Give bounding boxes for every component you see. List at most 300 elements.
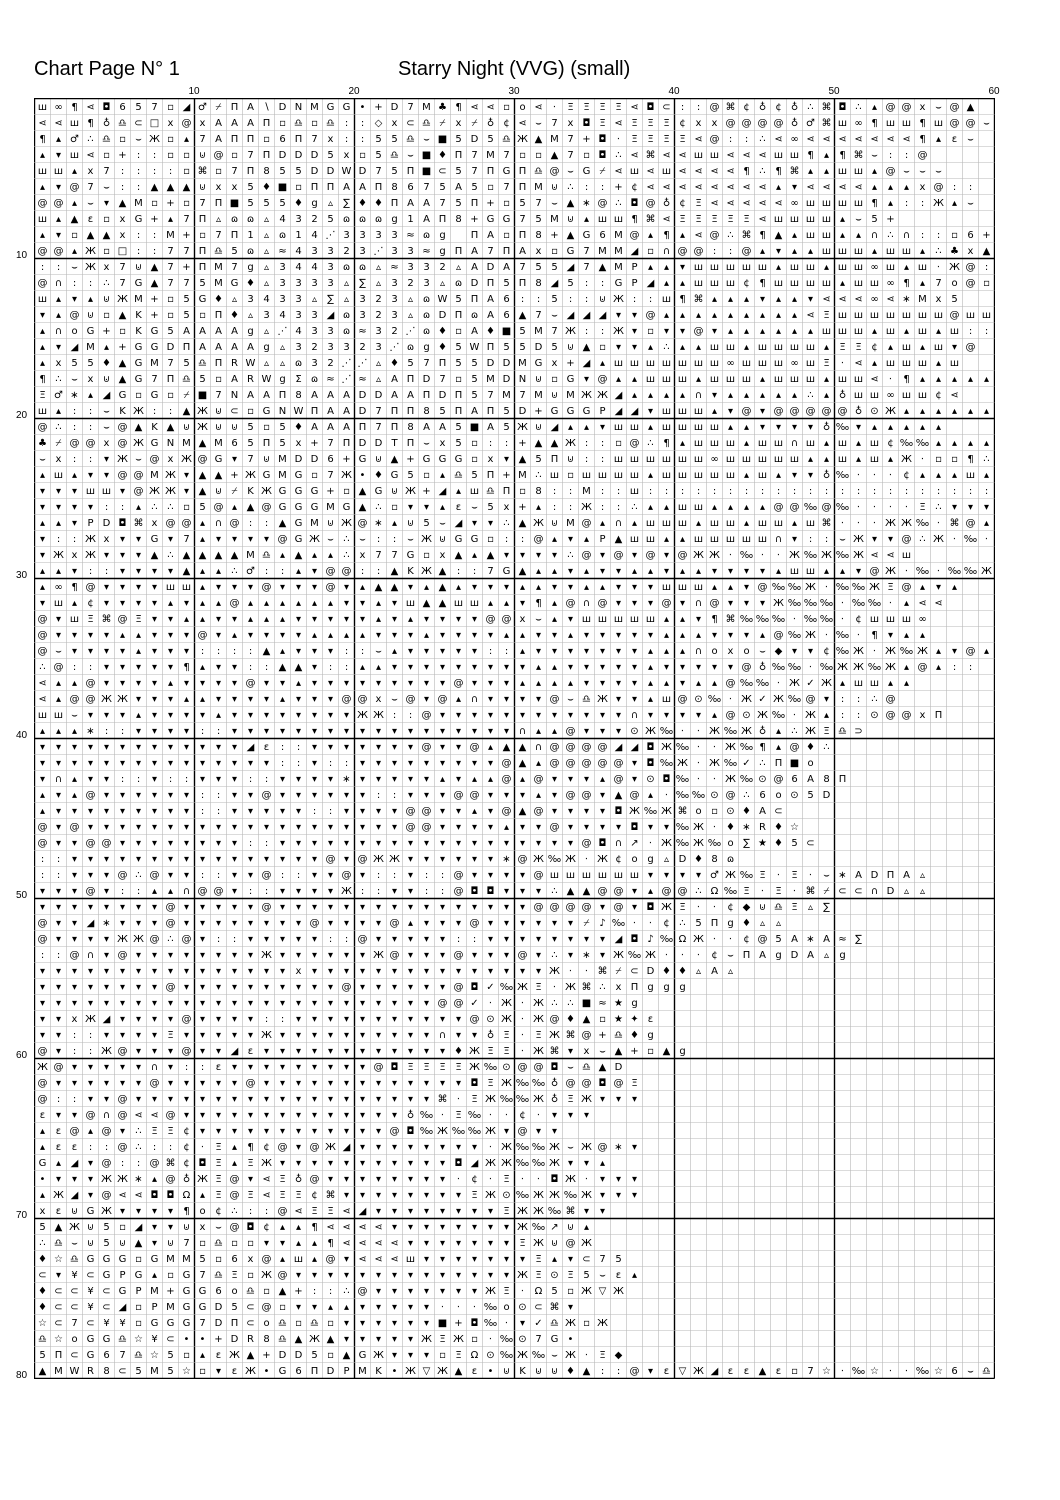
pattern-symbol: @ (549, 822, 560, 833)
pattern-symbol: ▾ (407, 1302, 414, 1313)
pattern-symbol: Ж (853, 550, 864, 561)
pattern-symbol: 3 (391, 310, 398, 321)
pattern-symbol: ⊂ (102, 1286, 111, 1297)
pattern-symbol: Ж (901, 454, 912, 465)
pattern-symbol: Π (454, 150, 463, 161)
pattern-symbol: ∑ (743, 838, 750, 849)
pattern-symbol: ш (581, 870, 592, 881)
pattern-symbol: Ж (597, 390, 608, 401)
pattern-symbol: G (358, 454, 367, 465)
pattern-symbol: ш (869, 454, 880, 465)
pattern-symbol: A (247, 390, 254, 401)
pattern-symbol: ∴ (807, 390, 814, 401)
pattern-symbol: ш (565, 870, 576, 881)
pattern-symbol: ♪ (599, 918, 606, 929)
pattern-symbol: ▾ (791, 182, 798, 193)
pattern-symbol: ⌣ (103, 406, 110, 417)
pattern-symbol: : (600, 326, 605, 337)
pattern-symbol: ◢ (326, 310, 335, 321)
pattern-symbol: ▴ (391, 646, 398, 657)
pattern-symbol: @ (277, 534, 288, 545)
pattern-symbol: D (470, 278, 479, 289)
pattern-symbol: Ж (453, 1334, 464, 1345)
pattern-symbol: ▴ (199, 566, 206, 577)
pattern-symbol: 5 (327, 214, 334, 225)
pattern-symbol: ⊙ (726, 806, 735, 817)
pattern-symbol: ▾ (103, 198, 110, 209)
pattern-symbol: ⊂ (534, 1302, 543, 1313)
pattern-symbol: Ж (789, 678, 800, 689)
pattern-symbol: ▾ (119, 742, 126, 753)
pattern-symbol: ⋅ (728, 550, 733, 561)
pattern-symbol: ◘ (390, 1062, 399, 1073)
pattern-symbol: 2 (375, 294, 382, 305)
pattern-symbol: ◢ (582, 358, 591, 369)
pattern-symbol: ▵ (759, 918, 766, 929)
pattern-symbol: M (166, 1254, 175, 1265)
pattern-symbol: ▾ (519, 966, 526, 977)
pattern-symbol: ▾ (615, 1174, 622, 1185)
pattern-symbol: ш (629, 870, 640, 881)
pattern-symbol: ⌣ (967, 1366, 974, 1377)
pattern-symbol: ▾ (119, 486, 126, 497)
pattern-symbol: + (582, 134, 591, 145)
pattern-symbol: ▾ (103, 790, 110, 801)
pattern-symbol: ▾ (167, 950, 174, 961)
pattern-symbol: @ (309, 1174, 320, 1185)
pattern-symbol: ▾ (391, 1078, 398, 1089)
pattern-symbol: M (534, 326, 543, 337)
pattern-symbol: ♎ (214, 246, 223, 257)
pattern-symbol: Ж (725, 742, 736, 753)
pattern-symbol: ▾ (615, 1190, 622, 1201)
pattern-symbol: : (104, 502, 109, 513)
pattern-symbol: ▲ (166, 182, 175, 193)
pattern-symbol: : (72, 534, 77, 545)
pattern-symbol: ⋖ (742, 182, 751, 193)
pattern-symbol: Ξ (759, 870, 766, 881)
pattern-symbol: 3 (327, 342, 334, 353)
pattern-symbol: ▾ (455, 630, 462, 641)
pattern-symbol: ▾ (167, 1078, 174, 1089)
pattern-symbol: @ (693, 246, 704, 257)
pattern-symbol: ▴ (39, 566, 46, 577)
pattern-symbol: ‰ (723, 758, 738, 769)
pattern-symbol: ▾ (295, 1014, 302, 1025)
pattern-symbol: ▾ (119, 710, 126, 721)
pattern-symbol: @ (229, 1222, 240, 1233)
pattern-symbol: ▴ (199, 1350, 206, 1361)
pattern-symbol: ▾ (407, 662, 414, 673)
pattern-symbol: D (278, 150, 287, 161)
pattern-symbol: ∴ (615, 198, 622, 209)
pattern-symbol: ¶ (87, 118, 94, 129)
pattern-symbol: : (968, 326, 973, 337)
pattern-symbol: G (182, 1318, 191, 1329)
pattern-symbol: ▾ (631, 886, 638, 897)
pattern-symbol: ▾ (423, 854, 430, 865)
pattern-symbol: Ξ (887, 582, 894, 593)
pattern-symbol: ⌣ (71, 262, 78, 273)
pattern-symbol: : (968, 486, 973, 497)
pattern-symbol: ⋖ (294, 1206, 303, 1217)
pattern-symbol: ▵ (327, 198, 334, 209)
pattern-symbol: @ (181, 1014, 192, 1025)
pattern-symbol: ▴ (599, 582, 606, 593)
pattern-symbol: ▾ (391, 1014, 398, 1025)
pattern-symbol: A (471, 262, 478, 273)
pattern-symbol: ▾ (119, 550, 126, 561)
pattern-symbol: ▾ (311, 678, 318, 689)
pattern-symbol: @ (165, 902, 176, 913)
pattern-symbol: ¢ (631, 182, 638, 193)
pattern-symbol: ▾ (615, 566, 622, 577)
pattern-symbol: ⌣ (375, 646, 382, 657)
pattern-symbol: ▾ (247, 950, 254, 961)
pattern-symbol: 7 (535, 198, 542, 209)
pattern-symbol: ⋅ (888, 1366, 893, 1377)
pattern-symbol: ▲ (198, 486, 207, 497)
pattern-symbol: Ж (661, 742, 672, 753)
pattern-symbol: ¢ (183, 1142, 190, 1153)
pattern-symbol: ▾ (183, 710, 190, 721)
pattern-symbol: @ (309, 1142, 320, 1153)
pattern-symbol: ɷ (294, 358, 303, 369)
pattern-symbol: ▾ (55, 886, 62, 897)
pattern-symbol: : (264, 886, 269, 897)
pattern-symbol: ▲ (518, 742, 527, 753)
pattern-symbol: ‰ (819, 614, 834, 625)
pattern-symbol: Ξ (919, 502, 926, 513)
pattern-symbol: ∩ (694, 598, 703, 609)
pattern-symbol: @ (197, 630, 208, 641)
pattern-symbol: ▾ (407, 886, 414, 897)
pattern-symbol: @ (581, 1030, 592, 1041)
pattern-symbol: ▴ (663, 646, 670, 657)
pattern-symbol: 4 (263, 294, 270, 305)
pattern-symbol: Ж (533, 854, 544, 865)
pattern-symbol: ∴ (55, 422, 62, 433)
pattern-symbol: Π (486, 342, 495, 353)
pattern-symbol: ▾ (151, 1094, 158, 1105)
pattern-symbol: ⋖ (854, 358, 863, 369)
pattern-symbol: @ (37, 822, 48, 833)
pattern-symbol: ⌣ (935, 102, 942, 113)
pattern-symbol: : (72, 662, 77, 673)
pattern-symbol: ▾ (567, 1158, 574, 1169)
pattern-symbol: ∩ (102, 1110, 111, 1121)
pattern-symbol: ▾ (375, 918, 382, 929)
pattern-symbol: M (358, 1366, 367, 1377)
pattern-symbol: ▾ (39, 550, 46, 561)
pattern-symbol: : (584, 438, 589, 449)
pattern-symbol: @ (309, 918, 320, 929)
pattern-symbol: : (376, 534, 381, 545)
pattern-symbol: ▴ (503, 630, 510, 641)
pattern-symbol: ▴ (791, 294, 798, 305)
pattern-symbol: + (150, 310, 159, 321)
pattern-symbol: ♂ (246, 566, 255, 577)
pattern-symbol: 3 (311, 246, 318, 257)
pattern-symbol: ▾ (215, 998, 222, 1009)
pattern-symbol: ▾ (487, 662, 494, 673)
pattern-symbol: @ (117, 1046, 128, 1057)
pattern-symbol: M (566, 518, 575, 529)
pattern-symbol: ш (741, 358, 752, 369)
pattern-symbol: Ж (85, 550, 96, 561)
pattern-symbol: Π (502, 486, 511, 497)
pattern-symbol: ◢ (134, 1222, 143, 1233)
pattern-symbol: 7 (327, 438, 334, 449)
pattern-symbol: g (839, 950, 846, 961)
pattern-symbol: ■ (789, 758, 800, 769)
pattern-symbol: ☆ (870, 1366, 879, 1377)
pattern-symbol: ▾ (423, 902, 430, 913)
pattern-symbol: ▴ (919, 582, 926, 593)
pattern-symbol: ∴ (343, 550, 350, 561)
pattern-symbol: ▾ (503, 950, 510, 961)
pattern-symbol: @ (149, 454, 160, 465)
pattern-symbol: D (518, 406, 527, 417)
pattern-symbol: ◢ (70, 1158, 79, 1169)
pattern-symbol: ▾ (631, 646, 638, 657)
pattern-symbol: D (646, 966, 655, 977)
pattern-symbol: ▴ (695, 518, 702, 529)
pattern-symbol: ▾ (711, 662, 718, 673)
pattern-symbol: ⊂ (70, 1302, 79, 1313)
pattern-symbol: : (264, 566, 269, 577)
pattern-symbol: Ж (165, 470, 176, 481)
pattern-symbol: ▾ (135, 726, 142, 737)
pattern-symbol: x (503, 502, 510, 513)
pattern-symbol: M (614, 262, 623, 273)
pattern-symbol: @ (85, 1110, 96, 1121)
pattern-row (38, 1077, 638, 1089)
pattern-symbol: ▾ (487, 950, 494, 961)
pattern-symbol: ♎ (982, 1366, 991, 1377)
pattern-symbol: 5 (247, 182, 254, 193)
pattern-symbol: @ (37, 934, 48, 945)
pattern-symbol: x (919, 710, 926, 721)
pattern-symbol: ✦ (630, 1014, 639, 1025)
pattern-symbol: ш (773, 358, 784, 369)
pattern-symbol: 6 (231, 438, 238, 449)
pattern-symbol: ▴ (791, 310, 798, 321)
pattern-symbol: 7 (71, 1318, 78, 1329)
pattern-symbol: Ж (517, 1222, 528, 1233)
pattern-symbol: ⊍ (534, 374, 543, 385)
pattern-symbol: G (502, 566, 511, 577)
pattern-symbol: ♦ (566, 1014, 575, 1025)
pattern-symbol: 7 (471, 166, 478, 177)
pattern-symbol: ▫ (103, 214, 110, 225)
pattern-symbol: ▾ (311, 1030, 318, 1041)
pattern-symbol: ∴ (695, 886, 702, 897)
pattern-symbol: Ξ (679, 134, 686, 145)
row-number: 20 (16, 410, 28, 421)
pattern-symbol: Ж (533, 1238, 544, 1249)
pattern-symbol: ‰ (531, 1222, 546, 1233)
pattern-symbol: G (118, 1254, 127, 1265)
pattern-symbol: ♎ (54, 1238, 63, 1249)
pattern-symbol: ɷ (310, 374, 319, 385)
pattern-symbol: ▾ (135, 1014, 142, 1025)
pattern-symbol: ш (837, 326, 848, 337)
pattern-symbol: ▾ (391, 1206, 398, 1217)
pattern-symbol: 5 (871, 214, 878, 225)
pattern-symbol: ▾ (183, 1094, 190, 1105)
pattern-symbol: ▫ (167, 294, 174, 305)
pattern-symbol: ♦ (742, 918, 751, 929)
pattern-symbol: ⊍ (534, 422, 543, 433)
pattern-symbol: Ж (149, 486, 160, 497)
pattern-symbol: ▾ (87, 998, 94, 1009)
pattern-symbol: ▵ (263, 326, 270, 337)
pattern-symbol: ⋖ (726, 150, 735, 161)
pattern-symbol: ☆ (150, 1350, 159, 1361)
pattern-symbol: : (376, 886, 381, 897)
pattern-symbol: ‰ (563, 1190, 578, 1201)
pattern-symbol: ш (837, 166, 848, 177)
pattern-symbol: ш (885, 326, 896, 337)
pattern-symbol: ▾ (343, 1110, 350, 1121)
pattern-symbol: : (72, 278, 77, 289)
pattern-symbol: @ (709, 230, 720, 241)
pattern-symbol: Ж (373, 950, 384, 961)
pattern-symbol: ▾ (631, 550, 638, 561)
pattern-symbol: ‰ (835, 582, 850, 593)
pattern-symbol: ▾ (311, 1046, 318, 1057)
pattern-symbol: Ж (917, 646, 928, 657)
pattern-symbol: : (88, 278, 93, 289)
pattern-symbol: ▫ (135, 390, 142, 401)
pattern-symbol: ▾ (407, 838, 414, 849)
pattern-symbol: ▾ (343, 806, 350, 817)
pattern-symbol: ▴ (679, 438, 686, 449)
pattern-symbol: P (151, 1302, 158, 1313)
pattern-symbol: ‰ (739, 614, 754, 625)
pattern-symbol: A (247, 118, 254, 129)
pattern-symbol: ▾ (567, 806, 574, 817)
pattern-symbol: ✓ (758, 694, 767, 705)
pattern-symbol: ▾ (231, 694, 238, 705)
pattern-symbol: : (984, 262, 989, 273)
pattern-symbol: ▾ (39, 502, 46, 513)
pattern-symbol: ▾ (375, 806, 382, 817)
pattern-symbol: ▾ (39, 742, 46, 753)
pattern-symbol: ш (949, 326, 960, 337)
pattern-symbol: ▫ (183, 1350, 190, 1361)
pattern-symbol: ▫ (167, 1270, 174, 1281)
pattern-symbol: Π (262, 150, 271, 161)
pattern-symbol: ▾ (71, 566, 78, 577)
pattern-symbol: ∩ (790, 438, 799, 449)
pattern-symbol: @ (37, 918, 48, 929)
pattern-symbol: ▴ (583, 582, 590, 593)
pattern-symbol: ▴ (343, 630, 350, 641)
pattern-symbol: A (407, 198, 414, 209)
pattern-symbol: ɛ (87, 214, 94, 225)
pattern-symbol: ▵ (375, 278, 382, 289)
pattern-symbol: Ж (133, 406, 144, 417)
pattern-symbol: ⊙ (710, 790, 719, 801)
pattern-symbol: ▴ (679, 230, 686, 241)
pattern-symbol: ▾ (439, 902, 446, 913)
pattern-symbol: ⌘ (741, 230, 752, 241)
pattern-symbol: @ (565, 1078, 576, 1089)
pattern-symbol: ▲ (534, 134, 543, 145)
pattern-symbol: ▾ (343, 1174, 350, 1185)
pattern-symbol: ⌣ (871, 150, 878, 161)
pattern-symbol: ♂ (198, 102, 207, 113)
pattern-symbol: ‰ (499, 982, 514, 993)
pattern-symbol: ⌣ (839, 534, 846, 545)
pattern-symbol: ¶ (311, 1222, 318, 1233)
pattern-symbol: G (566, 406, 575, 417)
pattern-symbol: ‰ (819, 598, 834, 609)
pattern-symbol: ▴ (743, 502, 750, 513)
pattern-symbol: ▾ (823, 694, 830, 705)
pattern-symbol: ▲ (662, 1046, 671, 1057)
pattern-symbol: : (792, 486, 797, 497)
pattern-symbol: ▴ (599, 774, 606, 785)
pattern-symbol: ◆ (614, 1350, 623, 1361)
pattern-symbol: ▾ (423, 678, 430, 689)
pattern-symbol: A (471, 246, 478, 257)
pattern-symbol: ▾ (583, 630, 590, 641)
pattern-symbol: ▾ (343, 582, 350, 593)
pattern-symbol: ▴ (743, 470, 750, 481)
pattern-symbol: ▾ (151, 902, 158, 913)
pattern-symbol: ♎ (102, 134, 111, 145)
pattern-symbol: ▵ (343, 278, 350, 289)
pattern-symbol: : (936, 486, 941, 497)
pattern-symbol: ♎ (550, 1318, 559, 1329)
pattern-symbol: ш (789, 374, 800, 385)
pattern-symbol: ш (885, 310, 896, 321)
pattern-symbol: ▾ (455, 1190, 462, 1201)
pattern-symbol: ▴ (231, 502, 238, 513)
pattern-symbol: ⋅ (456, 1174, 461, 1185)
pattern-symbol: ▾ (327, 1094, 334, 1105)
pattern-symbol: ▾ (263, 1126, 270, 1137)
pattern-symbol: ш (709, 534, 720, 545)
pattern-symbol: ▾ (327, 1174, 334, 1185)
pattern-symbol: @ (725, 118, 736, 129)
pattern-symbol: ▴ (663, 534, 670, 545)
pattern-symbol: K (135, 310, 142, 321)
pattern-symbol: ‰ (803, 550, 818, 561)
pattern-symbol: ▵ (263, 246, 270, 257)
pattern-symbol: ▲ (454, 550, 463, 561)
pattern-symbol: ▾ (231, 950, 238, 961)
pattern-symbol: ш (853, 198, 864, 209)
pattern-symbol: ▾ (423, 1046, 430, 1057)
pattern-symbol: ▾ (119, 838, 126, 849)
pattern-symbol: ▾ (151, 1222, 158, 1233)
pattern-symbol: ▾ (359, 1302, 366, 1313)
pattern-symbol: ш (933, 118, 944, 129)
pattern-symbol: A (759, 806, 766, 817)
pattern-symbol: ɛ (247, 1046, 254, 1057)
pattern-symbol: ▾ (135, 566, 142, 577)
pattern-symbol: @ (37, 422, 48, 433)
pattern-symbol: 3 (327, 278, 334, 289)
pattern-symbol: G (134, 342, 143, 353)
pattern-symbol: 5 (503, 406, 510, 417)
pattern-symbol: ▾ (215, 774, 222, 785)
pattern-symbol: ɛ (39, 1110, 46, 1121)
